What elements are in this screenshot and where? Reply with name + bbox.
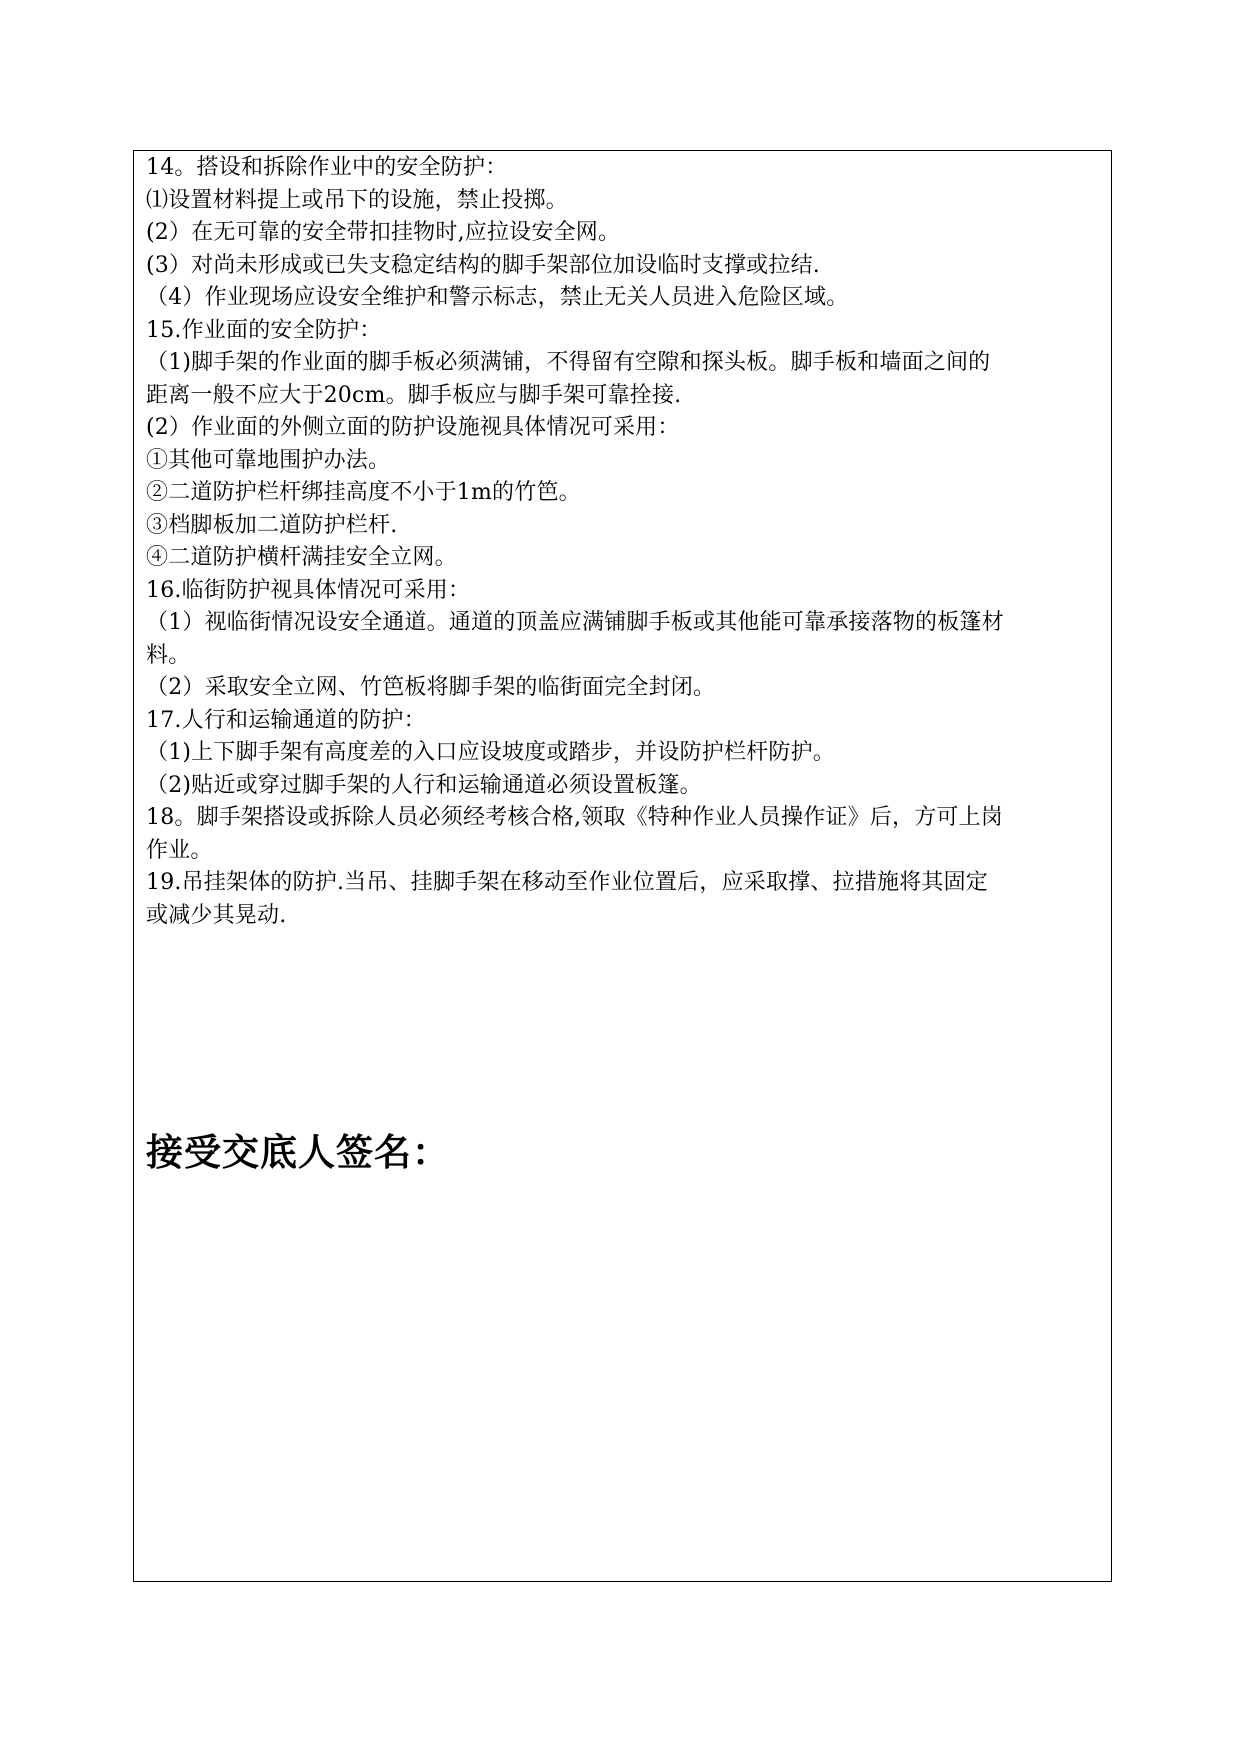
section-19-text: 19.吊挂架体的防护.当吊、挂脚手架在移动至作业位置后，应采取撑、拉措施将其固定 <box>146 870 988 895</box>
section-15-option-2: ②二道防护栏杆绑挂高度不小于1m的竹笆。 <box>146 480 581 505</box>
section-19-text-cont: 或减少其晃动. <box>146 902 287 928</box>
section-14-item-2: (2）在无可靠的安全带扣挂物时,应拉设安全网。 <box>146 220 621 245</box>
section-15-option-4: ④二道防护横杆满挂安全立网。 <box>146 545 457 570</box>
section-14-item-4: （4）作业现场应设安全维护和警示标志，禁止无关人员进入危险区域。 <box>146 285 849 310</box>
section-17-item-1: （1)上下脚手架有高度差的入口应设坡度或踏步，并设防护栏杆防护。 <box>146 740 835 765</box>
section-15-option-1: ①其他可靠地围护办法。 <box>146 447 391 473</box>
section-17-item-2: （2)贴近或穿过脚手架的人行和运输通道必须设置板篷。 <box>146 772 702 798</box>
section-18-text: 18。脚手架搭设或拆除人员必须经考核合格,领取《特种作业人员操作证》后，方可上岗 <box>146 805 1003 830</box>
section-15-item-1: （1)脚手架的作业面的脚手板必须满铺，不得留有空隙和探头板。脚手板和墙面之间的 <box>146 350 991 375</box>
section-15-heading: 15.作业面的安全防护： <box>146 317 382 343</box>
section-14-heading: 14。搭设和拆除作业中的安全防护： <box>146 155 508 180</box>
section-14-item-1: ⑴设置材料提上或吊下的设施，禁止投掷。 <box>146 187 568 213</box>
signature-label: 接受交底人签名： <box>146 1131 450 1174</box>
section-15-item-1-cont: 距离一般不应大于20cm。脚手板应与脚手架可靠拴接. <box>146 382 682 408</box>
section-15-option-3: ③档脚板加二道防护栏杆. <box>146 512 398 538</box>
document-frame <box>133 150 1112 1582</box>
section-16-item-1: （1）视临街情况设安全通道。通道的顶盖应满铺脚手板或其他能可靠承接落物的板篷材 <box>146 610 1004 635</box>
section-16-item-1-cont: 料。 <box>146 642 191 668</box>
section-16-heading: 16.临街防护视具体情况可采用： <box>146 577 471 603</box>
section-16-item-2: （2）采取安全立网、竹笆板将脚手架的临街面完全封闭。 <box>146 675 716 700</box>
document-body <box>146 152 1101 932</box>
section-18-text-cont: 作业。 <box>146 837 213 863</box>
section-14-item-3: (3）对尚未形成或已失支稳定结构的脚手架部位加设临时支撑或拉结. <box>146 252 820 278</box>
section-15-item-2: (2）作业面的外侧立面的防护设施视具体情况可采用： <box>146 415 680 440</box>
section-17-heading: 17.人行和运输通道的防护： <box>146 707 426 733</box>
